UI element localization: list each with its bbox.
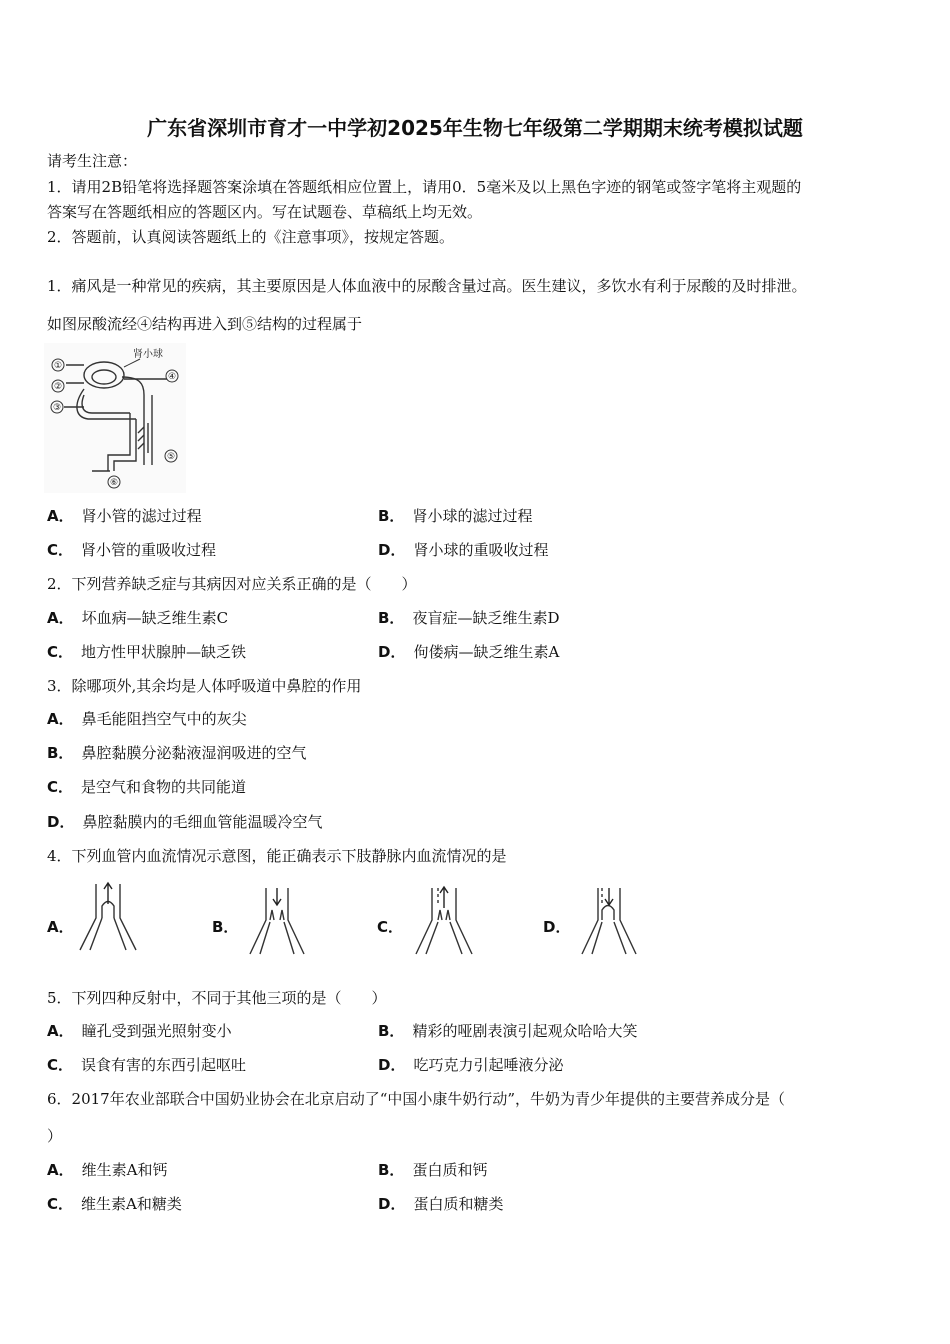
q6-stem-2: ） — [47, 1127, 63, 1145]
kidney-nephron-diagram — [44, 343, 186, 493]
diagram-number: ① — [53, 361, 63, 371]
diagram-number: ③ — [52, 403, 62, 413]
notice-line: 答案写在答题纸相应的答题区内。写在试题卷、草稿纸上均无效。 — [47, 203, 483, 221]
diagram-number: ⑤ — [166, 452, 176, 462]
q1-option-b[interactable]: B． 肾小球的滤过过程 — [378, 507, 533, 525]
q1-option-c[interactable]: C． 肾小管的重吸收过程 — [47, 541, 217, 559]
q1-stem: 1．痛风是一种常见的疾病，其主要原因是人体血液中的尿酸含量过高。医生建议，多饮水有利于尿酸的及时排泄。 — [47, 277, 807, 295]
q5-option-c[interactable]: C． 误食有害的东西引起呕吐 — [47, 1056, 247, 1074]
q2-option-a[interactable]: A． 坏血病—缺乏维生素C — [47, 609, 229, 627]
vessel-diagram-b — [244, 884, 310, 960]
q3-option-a[interactable]: A． 鼻毛能阻挡空气中的灰尖 — [47, 710, 247, 728]
q3-stem: 3．除哪项外,其余均是人体呼吸道中鼻腔的作用 — [47, 677, 362, 695]
blood-flow-arrow-icon — [273, 888, 281, 905]
q4-option-d[interactable]: D． — [543, 918, 571, 936]
diagram-number: ⑥ — [109, 478, 119, 488]
q4-option-c[interactable]: C． — [377, 918, 404, 936]
page-title: 广东省深圳市育才一中学初2025年生物七年级第二学期期末统考模拟试题 — [147, 116, 803, 140]
q1-stem-2: 如图尿酸流经④结构再进入到⑤结构的过程属于 — [47, 315, 363, 333]
blood-flow-arrow-icon — [104, 883, 112, 904]
q6-option-d[interactable]: D． 蛋白质和糖类 — [378, 1195, 504, 1213]
diagram-number: ④ — [167, 372, 177, 382]
q5-option-d[interactable]: D． 吃巧克力引起唾液分泌 — [378, 1056, 564, 1074]
q1-option-a[interactable]: A． 肾小管的滤过过程 — [47, 507, 202, 525]
q6-option-c[interactable]: C． 维生素A和糖类 — [47, 1195, 182, 1213]
q2-option-b[interactable]: B． 夜盲症—缺乏维生素D — [378, 609, 560, 627]
q6-option-b[interactable]: B． 蛋白质和钙 — [378, 1161, 488, 1179]
q6-option-a[interactable]: A． 维生素A和钙 — [47, 1161, 168, 1179]
q2-option-c[interactable]: C． 地方性甲状腺肿—缺乏铁 — [47, 643, 247, 661]
q5-option-b[interactable]: B． 精彩的哑剧表演引起观众哈哈大笑 — [378, 1022, 638, 1040]
q3-option-d[interactable]: D． 鼻腔黏膜内的毛细血管能温暖冷空气 — [47, 813, 323, 831]
q4-option-b[interactable]: B． — [212, 918, 239, 936]
q4-option-a[interactable]: A． — [47, 918, 74, 936]
blood-flow-arrow-icon — [440, 887, 448, 908]
blood-flow-arrow-icon — [605, 888, 613, 905]
q5-stem: 5．下列四种反射中，不同于其他三项的是（ ） — [47, 989, 387, 1007]
q5-option-a[interactable]: A． 瞳孔受到强光照射变小 — [47, 1022, 232, 1040]
q4-stem: 4．下列血管内血流情况示意图，能正确表示下肢静脉内血流情况的是 — [47, 847, 507, 865]
vessel-diagram-a — [76, 880, 142, 958]
vessel-diagram-c — [412, 884, 478, 960]
glomerulus-label: 肾小球 — [133, 349, 163, 360]
q3-option-c[interactable]: C． 是空气和食物的共同能道 — [47, 778, 247, 796]
notice-heading: 请考生注意： — [47, 152, 138, 170]
vessel-diagram-d — [576, 884, 642, 960]
q1-option-d[interactable]: D． 肾小球的重吸收过程 — [378, 541, 549, 559]
q2-option-d[interactable]: D． 佝偻病—缺乏维生素A — [378, 643, 560, 661]
notice-line: 2．答题前，认真阅读答题纸上的《注意事项》，按规定答题。 — [47, 228, 455, 246]
q3-option-b[interactable]: B． 鼻腔黏膜分泌黏液湿润吸进的空气 — [47, 744, 307, 762]
q2-stem: 2．下列营养缺乏症与其病因对应关系正确的是（ ） — [47, 575, 417, 593]
q6-stem: 6．2017年农业部联合中国奶业协会在北京启动了“中国小康牛奶行动”，牛奶为青少年提供的主要营养成分是（ — [47, 1090, 786, 1108]
notice-line: 1．请用2B铅笔将选择题答案涂填在答题纸相应位置上，请用0．5毫米及以上黑色字迹的钢笔或签字笔将主观题的 — [47, 178, 802, 196]
diagram-number: ② — [53, 382, 63, 392]
